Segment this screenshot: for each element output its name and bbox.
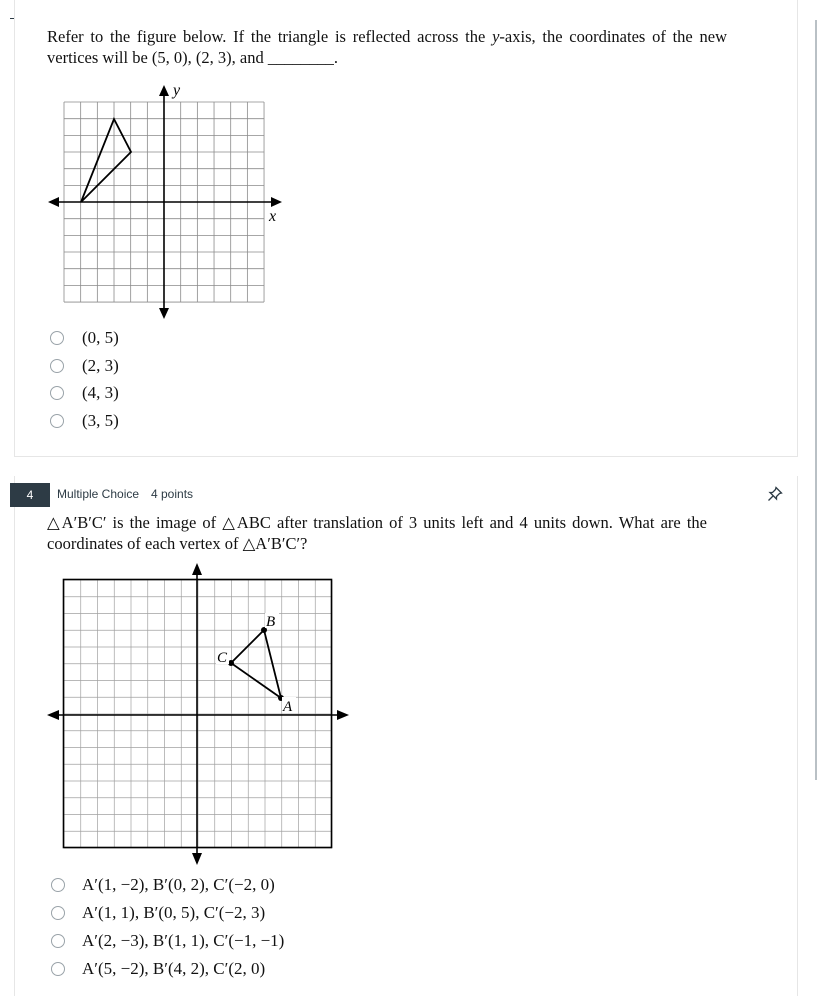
question-type: Multiple Choice	[57, 487, 140, 501]
x-axis-label-3: x	[269, 208, 277, 225]
option-radio[interactable]	[50, 414, 64, 428]
vertex-label-b: B	[266, 614, 276, 630]
option-label: (3, 5)	[82, 411, 119, 430]
vertex-label-a: A	[283, 699, 293, 715]
x-axis-arrow-right	[337, 710, 349, 720]
question-points: 4 points	[151, 487, 194, 501]
y-axis-arrow-up	[192, 563, 202, 575]
option-label: A′(2, −3), B′(1, 1), C′(−1, −1)	[82, 931, 285, 950]
x-axis-arrow-left	[47, 710, 59, 720]
option-label: A′(5, −2), B′(4, 2), C′(2, 0)	[82, 959, 266, 978]
option-radio[interactable]	[50, 331, 64, 345]
y-axis-arrow-down	[159, 308, 169, 319]
question-4-graph	[40, 560, 360, 870]
x-axis-arrow-right	[271, 197, 282, 207]
question-3-graph	[40, 78, 300, 328]
option-radio[interactable]	[50, 359, 64, 373]
option-radio[interactable]	[50, 386, 64, 400]
question-4-text: △A′B′C′ is the image of △ABC after translation of 3 units left and 4 units down. What are the coordinates of each vertex of △A′B′C′?	[47, 513, 707, 553]
card-separator	[14, 456, 798, 457]
x-axis-arrow-left	[48, 197, 59, 207]
option-label: (4, 3)	[82, 383, 119, 402]
option-label: A′(1, 1), B′(0, 5), C′(−2, 3)	[82, 903, 266, 922]
y-axis-arrow-down	[192, 853, 202, 865]
option-radio[interactable]	[51, 906, 65, 920]
y-axis-label-3: y	[173, 82, 181, 99]
option-label: (2, 3)	[82, 356, 119, 375]
scrollbar-track[interactable]	[815, 20, 817, 780]
pin-icon[interactable]	[767, 486, 783, 502]
option-radio[interactable]	[51, 878, 65, 892]
triangle-3	[81, 119, 131, 202]
option-radio[interactable]	[51, 962, 65, 976]
option-label: A′(1, −2), B′(0, 2), C′(−2, 0)	[82, 875, 275, 894]
y-axis-arrow-up	[159, 85, 169, 96]
question-number-badge: 4	[10, 483, 50, 507]
option-label: (0, 5)	[82, 328, 119, 347]
option-radio[interactable]	[51, 934, 65, 948]
vertex-label-c: C	[217, 650, 228, 666]
question-3-text: Refer to the figure below. If the triangle is reflected across the y-axis, the coordinates of the new vertices will be (5, 0), (2, 3), and ________.	[47, 27, 727, 67]
